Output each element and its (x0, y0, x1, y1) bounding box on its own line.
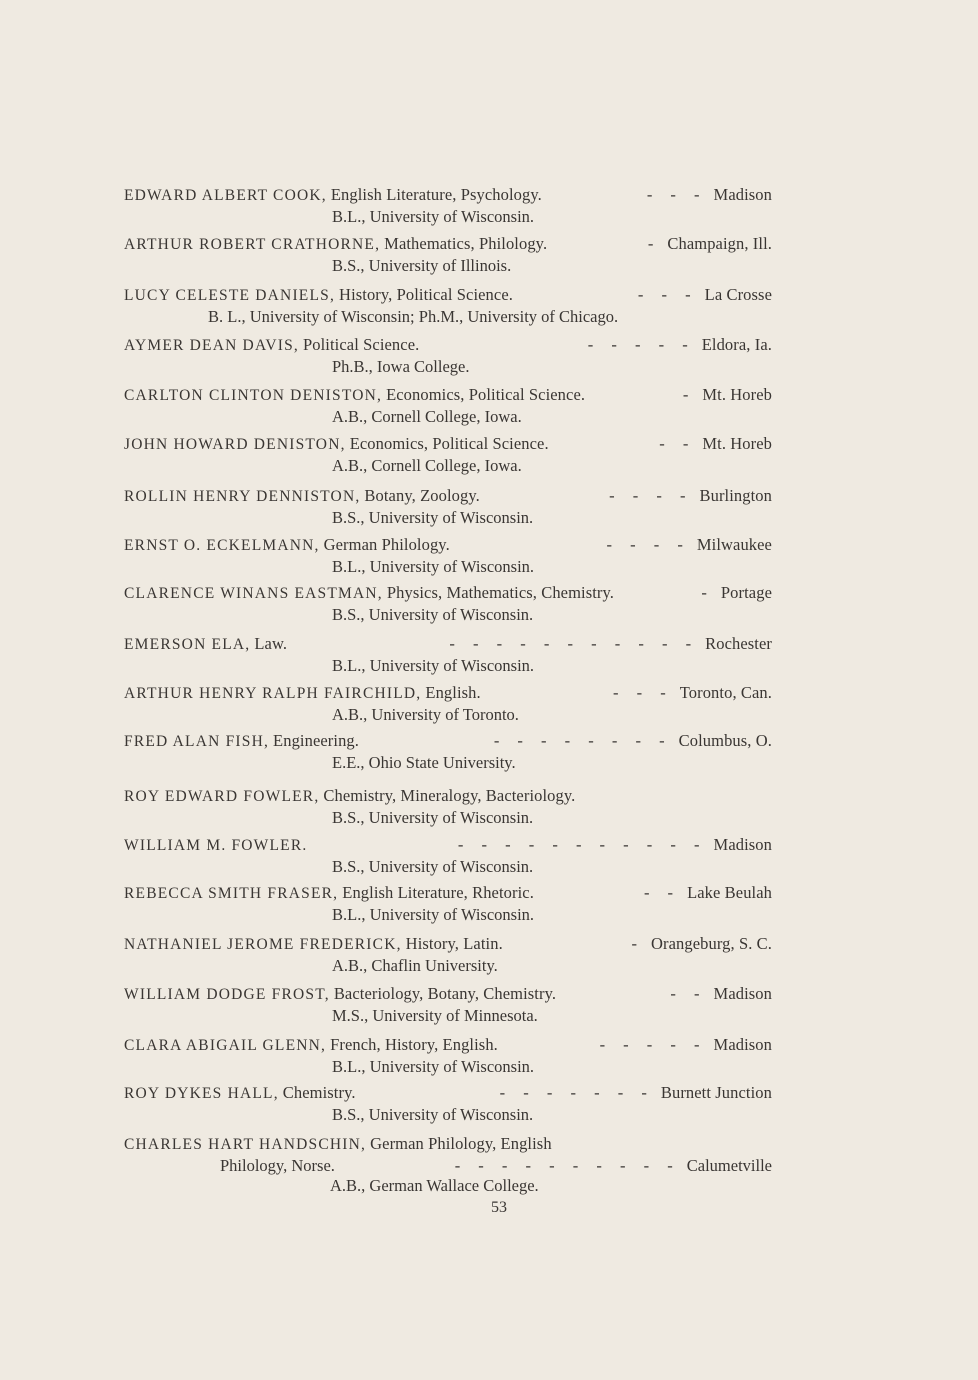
list-item (124, 234, 772, 278)
hometown: Mt. Horeb (702, 385, 772, 404)
person-name: ROLLIN HENRY DENNISTON, (124, 488, 361, 505)
list-item (124, 285, 772, 329)
degree-line: B.S., University of Wisconsin. (332, 1105, 534, 1124)
person-name: WILLIAM M. FOWLER. (124, 837, 308, 854)
list-item (124, 934, 772, 978)
list-item (124, 535, 772, 579)
leader-dashes: - - - - - - - - - - (454, 1156, 673, 1175)
degree-line: A.B., Cornell College, Iowa. (332, 456, 522, 475)
degree-line: B.S., University of Wisconsin. (332, 605, 534, 624)
leader-dashes: - - - - (606, 535, 683, 554)
hometown: Madison (713, 984, 772, 1003)
degree-line: B.S., University of Illinois. (332, 256, 512, 275)
degree-line: B.L., University of Wisconsin. (332, 207, 535, 226)
degree-line: M.S., University of Minnesota. (332, 1006, 538, 1025)
degree-line: A.B., Chaflin University. (332, 956, 498, 975)
degree-line: B.S., University of Wisconsin. (332, 808, 534, 827)
study-fields: English Literature, Rhetoric. (342, 883, 534, 902)
leader-dashes: - - (659, 434, 689, 453)
study-fields: Political Science. (303, 335, 420, 354)
person-name: EDWARD ALBERT COOK, (124, 187, 327, 204)
leader-dashes: - (682, 385, 689, 404)
leader-dashes: - - - (646, 185, 700, 204)
study-fields: English Literature, Psychology. (330, 185, 542, 204)
list-item (124, 185, 772, 229)
person-name: LUCY CELESTE DANIELS, (124, 287, 336, 304)
hometown: Lake Beulah (687, 883, 772, 902)
person-name: AYMER DEAN DAVIS, (124, 337, 299, 354)
study-fields: Law. (254, 634, 288, 653)
list-item (124, 1134, 772, 1198)
hometown: Eldora, Ia. (701, 335, 772, 354)
leader-dashes: - - - - - - - - - - - (457, 835, 700, 854)
hometown: Calumetville (686, 1156, 772, 1175)
person-name: JOHN HOWARD DENISTON, (124, 436, 346, 453)
person-name: ARTHUR ROBERT CRATHORNE, (124, 236, 381, 253)
degree-line: B. L., University of Wisconsin; Ph.M., University of Chicago. (208, 307, 619, 326)
study-fields: Chemistry. (282, 1083, 356, 1102)
study-fields: Engineering. (273, 731, 360, 750)
leader-dashes: - - - - (609, 486, 686, 505)
hometown: Madison (713, 185, 772, 204)
page-number: 53 (491, 1199, 507, 1216)
leader-dashes: - - - (613, 683, 666, 702)
hometown: Mt. Horeb (702, 434, 772, 453)
list-item (124, 984, 772, 1028)
study-fields: Mathematics, Philology. (384, 234, 548, 253)
study-fields: French, History, English. (330, 1035, 498, 1054)
study-fields: Physics, Mathematics, Chemistry. (386, 583, 615, 602)
list-item (124, 385, 772, 429)
degree-line: A.B., Cornell College, Iowa. (332, 407, 522, 426)
list-item (124, 634, 772, 678)
person-name: ARTHUR HENRY RALPH FAIRCHILD, (124, 685, 422, 702)
study-fields-continued: Philology, Norse. (220, 1156, 335, 1175)
hometown: Rochester (705, 634, 772, 653)
study-fields: Economics, Political Science. (349, 434, 549, 453)
hometown: Toronto, Can. (679, 683, 772, 702)
hometown: Burnett Junction (660, 1083, 772, 1102)
list-item (124, 883, 772, 927)
study-fields: History, Political Science. (339, 285, 513, 304)
hometown: La Crosse (704, 285, 772, 304)
hometown: Orangeburg, S. C. (650, 934, 772, 953)
degree-line: B.S., University of Wisconsin. (332, 508, 534, 527)
degree-line: B.S., University of Wisconsin. (332, 857, 534, 876)
person-name: NATHANIEL JEROME FREDERICK, (124, 936, 402, 953)
list-item (124, 731, 772, 775)
list-item (124, 486, 772, 530)
hometown: Milwaukee (696, 535, 772, 554)
degree-line: B.L., University of Wisconsin. (332, 557, 535, 576)
person-name: CLARA ABIGAIL GLENN, (124, 1037, 327, 1054)
person-name: FRED ALAN FISH, (124, 733, 270, 750)
study-fields: English. (425, 683, 481, 702)
list-item (124, 583, 772, 627)
degree-line: Ph.B., Iowa College. (332, 357, 470, 376)
study-fields: Botany, Zoology. (364, 486, 480, 505)
hometown: Burlington (699, 486, 772, 505)
study-fields: German Philology. (323, 535, 450, 554)
hometown: Madison (713, 835, 772, 854)
study-fields: Bacteriology, Botany, Chemistry. (333, 984, 557, 1003)
hometown: Portage (720, 583, 772, 602)
degree-line: B.L., University of Wisconsin. (332, 905, 535, 924)
study-fields: Economics, Political Science. (386, 385, 586, 404)
leader-dashes: - (701, 583, 707, 602)
list-item (124, 434, 772, 478)
leader-dashes: - - - - - (599, 1035, 700, 1054)
person-name: CARLTON CLINTON DENISTON, (124, 387, 383, 404)
hometown: Champaign, Ill. (667, 234, 772, 253)
leader-dashes: - - - - - - - - (493, 731, 665, 750)
list-item (124, 335, 772, 379)
degree-line: B.L., University of Wisconsin. (332, 656, 535, 675)
hometown: Madison (713, 1035, 772, 1054)
degree-line: A.B., German Wallace College. (330, 1176, 539, 1195)
list-item (124, 1035, 772, 1079)
degree-line: A.B., University of Toronto. (332, 705, 519, 724)
leader-dashes: - - - - - (587, 335, 688, 354)
person-name: REBECCA SMITH FRASER, (124, 885, 339, 902)
person-name: CLARENCE WINANS EASTMAN, (124, 585, 383, 602)
study-fields: German Philology, English (370, 1134, 552, 1153)
list-item (124, 835, 772, 879)
hometown: Columbus, O. (678, 731, 772, 750)
person-name: WILLIAM DODGE FROST, (124, 986, 330, 1003)
leader-dashes: - (631, 934, 637, 953)
person-name: CHARLES HART HANDSCHIN, (124, 1136, 367, 1153)
leader-dashes: - - - - - - - - - - - (449, 634, 692, 653)
leader-dashes: - - (670, 984, 700, 1003)
leader-dashes: - - - (637, 285, 691, 304)
study-fields: History, Latin. (405, 934, 503, 953)
leader-dashes: - (647, 234, 654, 253)
person-name: ERNST O. ECKELMANN, (124, 537, 320, 554)
leader-dashes: - - (643, 883, 674, 902)
study-fields: Chemistry, Mineralogy, Bacteriology. (323, 786, 576, 805)
person-name: ROY DYKES HALL, (124, 1085, 279, 1102)
degree-line: E.E., Ohio State University. (332, 753, 516, 772)
person-name: EMERSON ELA, (124, 636, 251, 653)
person-name: ROY EDWARD FOWLER, (124, 788, 320, 805)
list-item (124, 683, 772, 727)
degree-line: B.L., University of Wisconsin. (332, 1057, 535, 1076)
list-item (124, 1083, 772, 1127)
list-item (124, 786, 772, 830)
leader-dashes: - - - - - - - (499, 1083, 647, 1102)
